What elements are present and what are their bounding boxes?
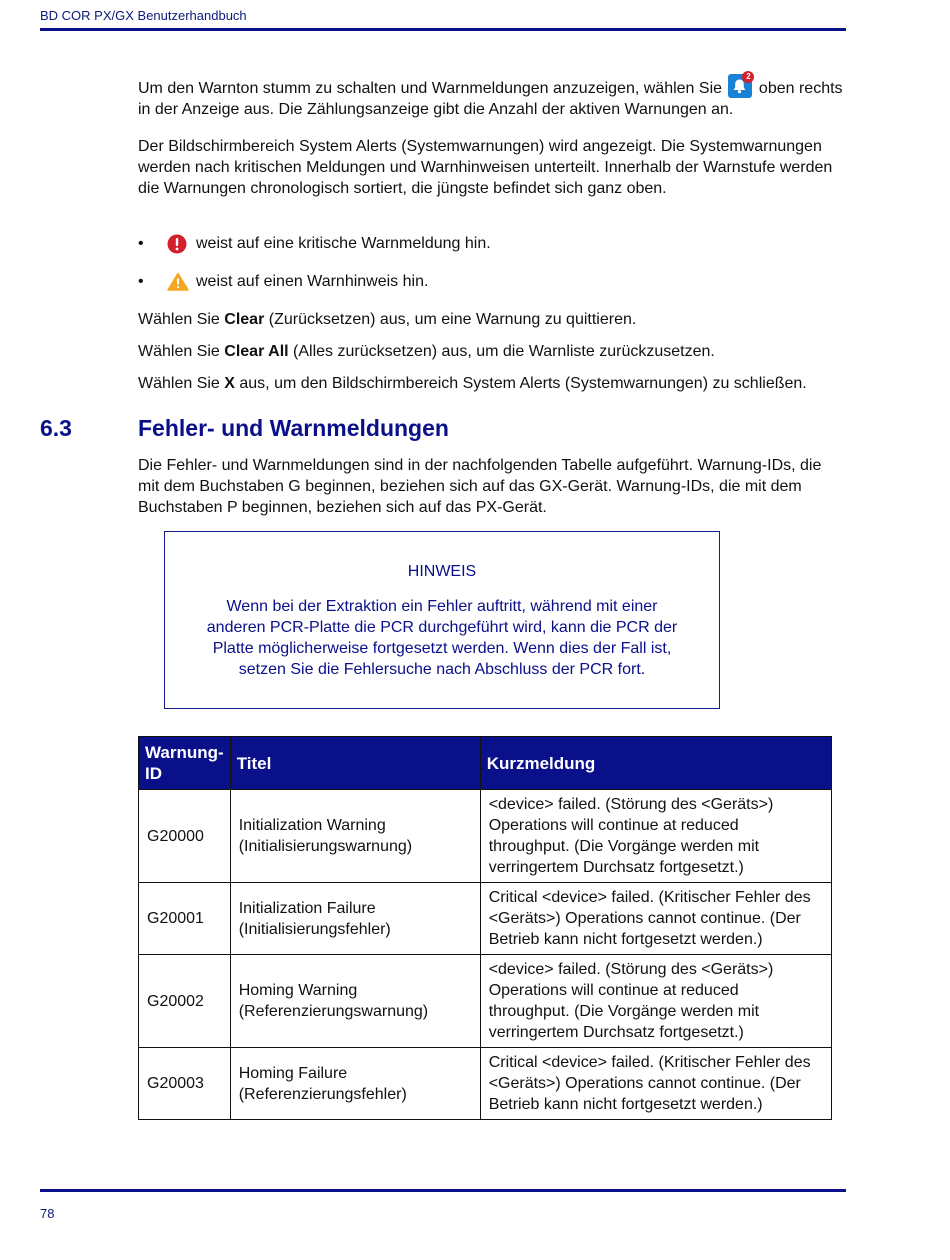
- cell-title: Initialization Failure (Initialisierungsfehler): [230, 883, 480, 955]
- header-title: Titel: [230, 737, 480, 790]
- intro-paragraph-2: Der Bildschirmbereich System Alerts (Systemwarnungen) wird angezeigt. Die Systemwarnungen werden nach kritischen Meldungen und Warnhinweisen unterteilt. Innerhalb der Warnstufe werden die Warnungen chronologisch sortiert, die jüngste befindet sich ganz oben.: [138, 138, 833, 197]
- cell-warning-id: G20003: [139, 1048, 231, 1120]
- instruction-clear-all: Wählen Sie Clear All (Alles zurücksetzen) aus, um die Warnliste zurückzusetzen.: [138, 343, 715, 360]
- bullet-critical-text: weist auf eine kritische Warnmeldung hin.: [196, 235, 491, 252]
- cell-warning-id: G20000: [139, 790, 231, 883]
- running-header: BD COR PX/GX Benutzerhandbuch: [40, 8, 247, 23]
- section-title: Fehler- und Warnmeldungen: [138, 415, 449, 441]
- cell-title: Homing Warning (Referenzierungswarnung): [230, 955, 480, 1048]
- clear-all-label: Clear All: [224, 343, 289, 360]
- cell-short-message: <device> failed. (Störung des <Geräts>) Operations will continue at reduced throughput. (Die Vorgänge werden mit verringertem Durchsatz fortgesetzt.): [480, 955, 831, 1048]
- intro-text-after-icon: oben rechts in der Anzeige aus. Die Zählungsanzeige gibt die Anzahl der aktiven Warnungen an.: [138, 80, 843, 118]
- cell-short-message: Critical <device> failed. (Kritischer Fehler des <Geräts>) Operations cannot continue. (Der Betrieb kann nicht fortgesetzt werden.): [480, 1048, 831, 1120]
- bullet-warning-text: weist auf einen Warnhinweis hin.: [196, 273, 429, 290]
- x-label: X: [224, 375, 235, 392]
- table-row: [139, 1048, 832, 1120]
- note-box: [164, 531, 720, 709]
- footer-rule: [40, 1189, 846, 1192]
- bullet-dot: •: [138, 273, 144, 290]
- header-warning-id: Warnung-ID: [139, 737, 231, 790]
- bell-badge-count: 2: [742, 71, 754, 83]
- bullet-dot: •: [138, 235, 144, 252]
- cell-warning-id: G20002: [139, 955, 231, 1048]
- page-number: 78: [40, 1206, 55, 1221]
- section-number: 6.3: [40, 415, 72, 441]
- cell-short-message: Critical <device> failed. (Kritischer Fehler des <Geräts>) Operations cannot continue. (Der Betrieb kann nicht fortgesetzt werden.): [480, 883, 831, 955]
- note-title: HINWEIS: [407, 563, 477, 580]
- header-short-message: Kurzmeldung: [480, 737, 831, 790]
- warning-triangle-icon: [167, 272, 189, 297]
- cell-short-message: <device> failed. (Störung des <Geräts>) Operations will continue at reduced throughput. (Die Vorgänge werden mit verringertem Durchsatz fortgesetzt.): [480, 790, 831, 883]
- clear-label: Clear: [224, 311, 265, 328]
- note-text: Wenn bei der Extraktion ein Fehler auftritt, während mit einer anderen PCR-Platte die PCR durchgeführt wird, kann die PCR der Platte möglicherweise fortgesetzt werden. Wenn dies der Fall ist, setzen Sie die Fehlersuche nach Abschluss der PCR fort.: [206, 598, 678, 678]
- instruction-close: Wählen Sie X aus, um den Bildschirmbereich System Alerts (Systemwarnungen) zu schließen.: [138, 375, 807, 392]
- table-row: [139, 790, 832, 883]
- table-header-row: [139, 737, 832, 790]
- intro-text-before-icon: Um den Warnton stumm zu schalten und Warnmeldungen anzuzeigen, wählen Sie: [138, 80, 723, 97]
- bell-icon: [728, 74, 752, 98]
- section-intro: Die Fehler- und Warnmeldungen sind in der nachfolgenden Tabelle aufgeführt. Warnung-IDs, die mit dem Buchstaben G beginnen, beziehen sich auf das GX-Gerät. Warnung-IDs, die mit dem Buchstaben P beginnen, beziehen sich auf das PX-Gerät.: [138, 457, 822, 516]
- intro-paragraph-1: [138, 74, 846, 120]
- table-row: [139, 955, 832, 1048]
- instruction-clear: Wählen Sie Clear (Zurücksetzen) aus, um eine Warnung zu quittieren.: [138, 311, 637, 328]
- header-rule: [40, 28, 846, 31]
- cell-title: Initialization Warning (Initialisierungswarnung): [230, 790, 480, 883]
- critical-alert-icon: [167, 234, 187, 260]
- table-row: [139, 883, 832, 955]
- cell-warning-id: G20001: [139, 883, 231, 955]
- warnings-table: [138, 736, 832, 1120]
- cell-title: Homing Failure (Referenzierungsfehler): [230, 1048, 480, 1120]
